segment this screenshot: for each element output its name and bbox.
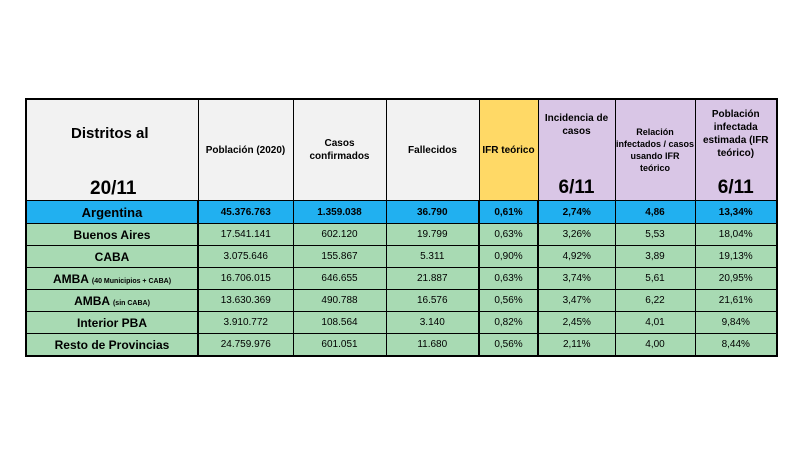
header-poblacion-infectada [695,99,777,201]
cell-incidencia: 2,45% [538,312,615,334]
district-name: AMBA [52,271,89,286]
cell-pob-inf: 20,95% [695,268,777,290]
header-incidencia-label: Incidencia de casos [544,113,609,137]
cell-ifr: 0,82% [479,312,538,334]
district-name: Buenos Aires [73,227,151,242]
district-name-cell [26,312,198,334]
table-row [26,290,777,312]
cell-incidencia: 3,26% [538,224,615,246]
cell-pob-inf: 8,44% [695,334,777,357]
cell-pob-inf: 13,34% [695,201,777,224]
cell-incidencia: 2,74% [538,201,615,224]
header-distritos [26,99,198,201]
cell-poblacion: 3.075.646 [198,246,293,268]
cell-ifr: 0,56% [479,334,538,357]
cell-relacion: 6,22 [615,290,695,312]
header-fallecidos: Fallecidos [386,99,479,201]
district-name-cell [26,290,198,312]
table-row [26,334,777,357]
cell-relacion: 3,89 [615,246,695,268]
cell-incidencia: 4,92% [538,246,615,268]
header-incidencia [538,99,615,201]
cell-ifr: 0,63% [479,268,538,290]
table-row [26,246,777,268]
cell-poblacion: 13.630.369 [198,290,293,312]
cell-casos: 490.788 [293,290,386,312]
district-name-suffix: (40 Municipios + CABA) [91,277,172,285]
cell-pob-inf: 9,84% [695,312,777,334]
cell-casos: 108.564 [293,312,386,334]
district-name-cell [26,201,198,224]
cell-pob-inf: 18,04% [695,224,777,246]
cell-relacion: 4,86 [615,201,695,224]
cell-incidencia: 3,47% [538,290,615,312]
cell-pob-inf: 21,61% [695,290,777,312]
cell-casos: 602.120 [293,224,386,246]
cell-relacion: 4,00 [615,334,695,357]
header-distritos-label: Distritos al [71,125,149,142]
district-name: AMBA [74,293,110,308]
district-name-cell [26,334,198,357]
cell-ifr: 0,56% [479,290,538,312]
table-row [26,312,777,334]
district-name: Argentina [81,204,143,220]
cell-pob-inf: 19,13% [695,246,777,268]
header-poblacion-infectada-label: Población infectada estimada (IFR teórico) [702,109,769,159]
cell-fallecidos: 36.790 [386,201,479,224]
table-row [26,268,777,290]
header-poblacion: Población (2020) [198,99,293,201]
table-row [26,224,777,246]
cell-casos: 1.359.038 [293,201,386,224]
header-casos: Casos confirmados [293,99,386,201]
cell-ifr: 0,63% [479,224,538,246]
cell-incidencia: 3,74% [538,268,615,290]
cell-fallecidos: 19.799 [386,224,479,246]
cell-fallecidos: 21.887 [386,268,479,290]
cell-poblacion: 3.910.772 [198,312,293,334]
table-row [26,201,777,224]
header-ifr: IFR teórico [479,99,538,201]
header-relacion-label: Relación infectados / casos usando IFR teórico [615,127,695,173]
header-distritos-date: 20/11 [90,178,137,199]
cell-relacion: 4,01 [615,312,695,334]
cell-poblacion: 17.541.141 [198,224,293,246]
cell-ifr: 0,61% [479,201,538,224]
table-body [26,201,777,357]
cell-fallecidos: 16.576 [386,290,479,312]
cell-casos: 601.051 [293,334,386,357]
cell-poblacion: 24.759.976 [198,334,293,357]
cell-fallecidos: 3.140 [386,312,479,334]
district-name-cell [26,246,198,268]
cell-relacion: 5,61 [615,268,695,290]
district-name-cell [26,224,198,246]
header-relacion [615,99,695,201]
cell-fallecidos: 5.311 [386,246,479,268]
cell-incidencia: 2,11% [538,334,615,357]
district-name: Resto de Provincias [54,337,170,352]
cell-poblacion: 45.376.763 [198,201,293,224]
cell-poblacion: 16.706.015 [198,268,293,290]
header-poblacion-infectada-date: 6/11 [717,177,754,198]
table-header-row [26,99,777,201]
cell-ifr: 0,90% [479,246,538,268]
district-name: CABA [94,249,130,264]
covid-statistics-table [25,98,778,357]
district-name-cell [26,268,198,290]
header-incidencia-date: 6/11 [558,177,595,198]
cell-casos: 155.867 [293,246,386,268]
district-name: Interior PBA [76,315,147,330]
cell-fallecidos: 11.680 [386,334,479,357]
district-name-suffix: (sin CABA) [112,299,150,307]
cell-casos: 646.655 [293,268,386,290]
cell-relacion: 5,53 [615,224,695,246]
